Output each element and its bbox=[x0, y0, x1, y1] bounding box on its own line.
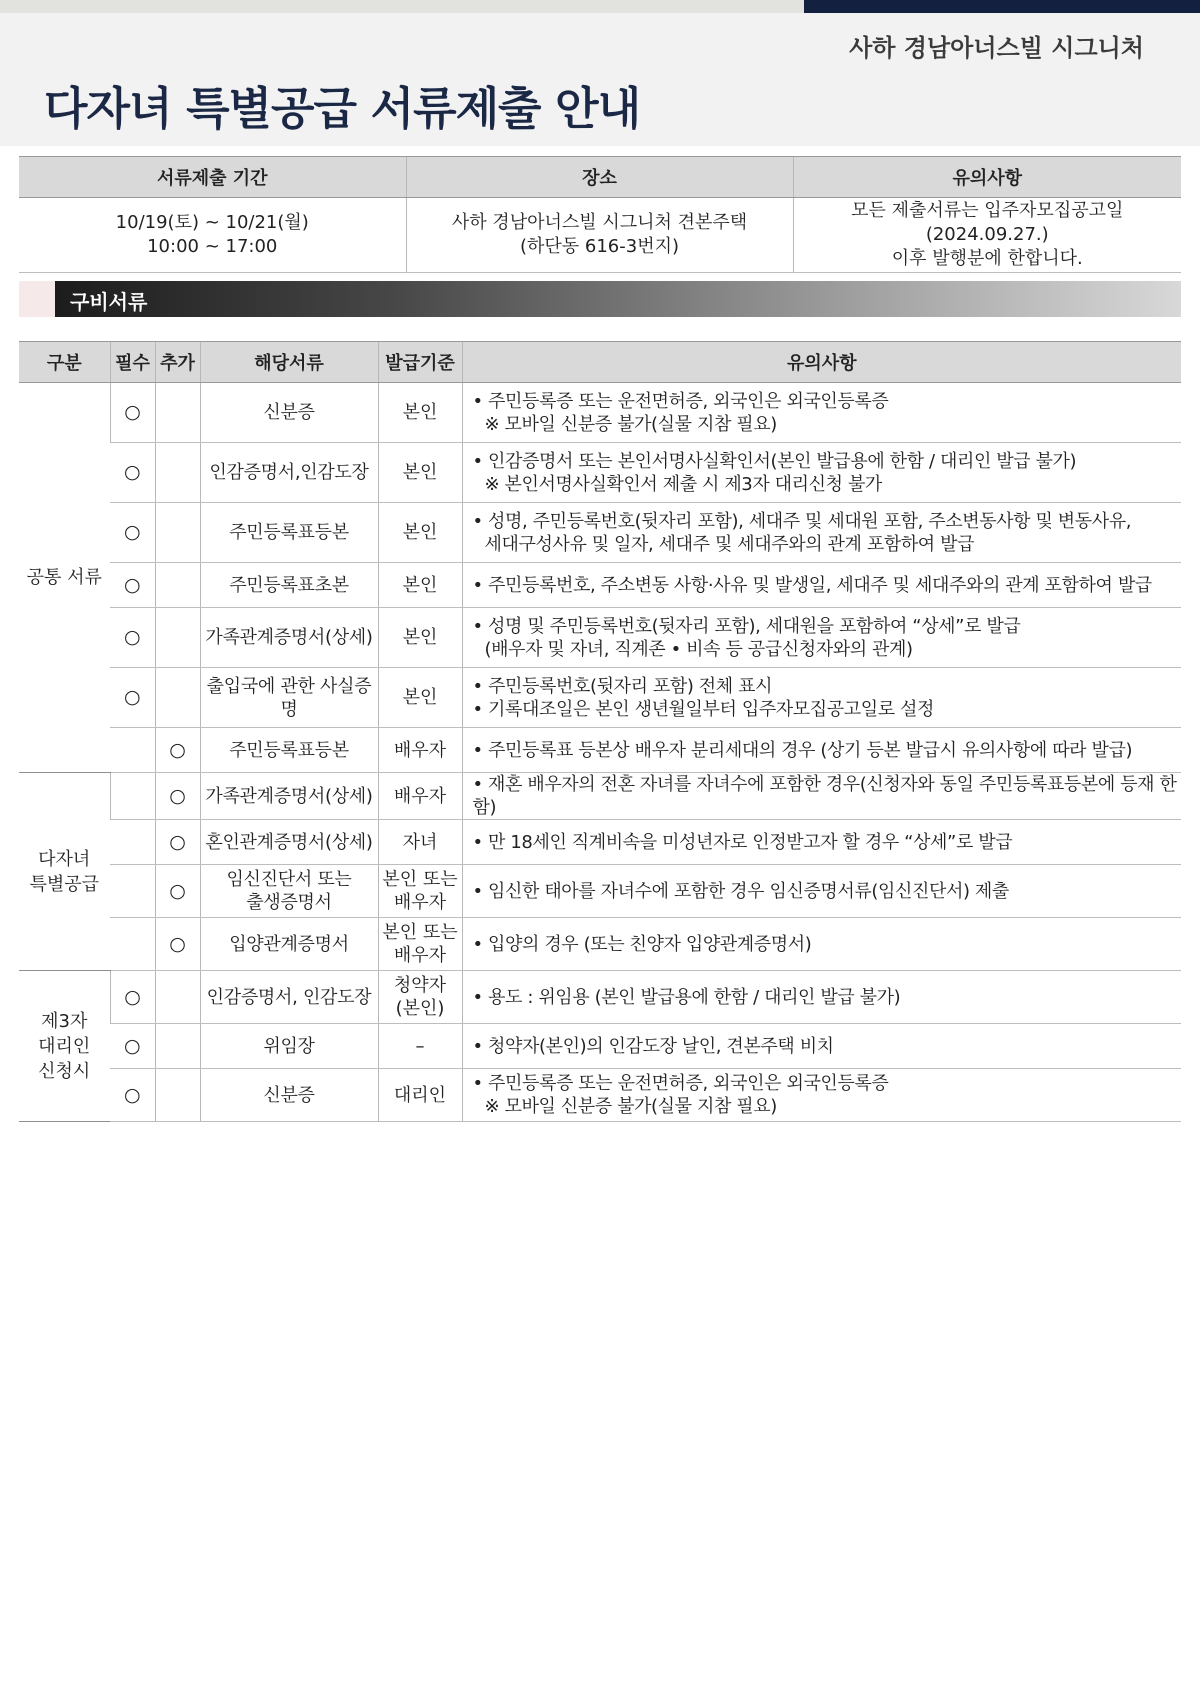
additional-mark: ○ bbox=[155, 728, 200, 773]
note-line: • 청약자(본인)의 인감도장 날인, 견본주택 비치 bbox=[472, 1035, 834, 1057]
issue-basis: 본인 bbox=[378, 383, 462, 443]
table-row bbox=[19, 668, 1181, 728]
document-name: 주민등록표초본 bbox=[200, 563, 378, 608]
notes-cell bbox=[462, 443, 1181, 503]
issue-basis: 본인 bbox=[378, 563, 462, 608]
required-mark bbox=[110, 918, 155, 971]
header-required: 필수 bbox=[110, 342, 155, 383]
additional-mark bbox=[155, 563, 200, 608]
issue-basis: 배우자 bbox=[378, 773, 462, 820]
note-line: • 성명, 주민등록번호(뒷자리 포함), 세대주 및 세대원 포함, 주소변동사항 및 변동사유, bbox=[472, 510, 1132, 532]
issue-basis: 본인 bbox=[378, 608, 462, 668]
note-line: • 주민등록증 또는 운전면허증, 외국인은 외국인등록증 bbox=[472, 390, 889, 412]
table-header-row bbox=[19, 342, 1181, 383]
header-period: 서류제출 기간 bbox=[19, 157, 406, 198]
additional-mark bbox=[155, 608, 200, 668]
required-mark: ○ bbox=[110, 1024, 155, 1069]
notice-line: 모든 제출서류는 입주자모집공고일(2024.09.27.) bbox=[851, 200, 1124, 245]
required-mark: ○ bbox=[110, 443, 155, 503]
required-mark: ○ bbox=[110, 971, 155, 1024]
issue-basis: 본인 bbox=[378, 503, 462, 563]
notes-cell bbox=[462, 773, 1181, 820]
required-mark: ○ bbox=[110, 383, 155, 443]
note-line: • 성명 및 주민등록번호(뒷자리 포함), 세대원을 포함하여 “상세”로 발급 bbox=[472, 615, 1021, 637]
additional-mark bbox=[155, 383, 200, 443]
additional-mark bbox=[155, 503, 200, 563]
header-category: 구분 bbox=[19, 342, 110, 383]
issue-basis: 자녀 bbox=[378, 820, 462, 865]
notes-cell bbox=[462, 728, 1181, 773]
note-line: ※ 본인서명사실확인서 제출 시 제3자 대리신청 불가 bbox=[484, 473, 882, 495]
required-mark: ○ bbox=[110, 668, 155, 728]
category-multi-child: 다자녀 특별공급 bbox=[19, 773, 110, 971]
header-place: 장소 bbox=[406, 157, 793, 198]
notice-line: 이후 발행분에 한합니다. bbox=[891, 248, 1083, 269]
period-hours: 10:00 ~ 17:00 bbox=[147, 236, 278, 257]
note-line: • 주민등록표 등본상 배우자 분리세대의 경우 (상기 등본 발급시 유의사항에 따라 발급) bbox=[472, 739, 1133, 761]
notes-cell bbox=[462, 865, 1181, 918]
header-additional: 추가 bbox=[155, 342, 200, 383]
notes-cell bbox=[462, 820, 1181, 865]
issue-basis: 본인 bbox=[378, 668, 462, 728]
section-title-bar bbox=[55, 281, 1181, 317]
table-row bbox=[19, 820, 1181, 865]
top-strip-left bbox=[0, 0, 804, 13]
issue-basis: 본인 bbox=[378, 443, 462, 503]
document-name: 신분증 bbox=[200, 383, 378, 443]
required-mark bbox=[110, 820, 155, 865]
document-name: 인감증명서,인감도장 bbox=[200, 443, 378, 503]
additional-mark: ○ bbox=[155, 865, 200, 918]
place-name: 사하 경남아너스빌 시그니처 견본주택 bbox=[451, 212, 748, 233]
note-line: • 만 18세인 직계비속을 미성년자로 인정받고자 할 경우 “상세”로 발급 bbox=[472, 831, 1013, 853]
document-name: 주민등록표등본 bbox=[200, 503, 378, 563]
additional-mark bbox=[155, 443, 200, 503]
brand-name: 사하 경남아너스빌 시그니처 bbox=[849, 34, 1144, 62]
place-address: (하단동 616-3번지) bbox=[519, 236, 679, 257]
note-line: • 주민등록증 또는 운전면허증, 외국인은 외국인등록증 bbox=[472, 1073, 889, 1094]
issue-basis: 청약자 (본인) bbox=[378, 971, 462, 1024]
header-document: 해당서류 bbox=[200, 342, 378, 383]
period-cell bbox=[19, 198, 406, 273]
table-header-row bbox=[19, 157, 1181, 198]
note-line: • 주민등록번호(뒷자리 포함) 전체 표시 bbox=[472, 675, 773, 697]
section-title: 구비서류 bbox=[70, 290, 148, 314]
notes-cell bbox=[462, 383, 1181, 443]
category-common: 공통 서류 bbox=[19, 383, 110, 773]
page-title: 다자녀 특별공급 서류제출 안내 bbox=[44, 82, 641, 135]
document-name: 출입국에 관한 사실증명 bbox=[200, 668, 378, 728]
table-row bbox=[19, 563, 1181, 608]
notes-cell bbox=[462, 503, 1181, 563]
document-name: 입양관계증명서 bbox=[200, 918, 378, 971]
table-row bbox=[19, 918, 1181, 971]
additional-mark: ○ bbox=[155, 773, 200, 820]
issue-basis: 대리인 bbox=[378, 1069, 462, 1122]
table-row bbox=[19, 608, 1181, 668]
additional-mark bbox=[155, 668, 200, 728]
table-row bbox=[19, 503, 1181, 563]
note-line: ※ 모바일 신분증 불가(실물 지참 필요) bbox=[484, 413, 777, 435]
required-documents-table bbox=[19, 341, 1181, 1122]
required-mark: ○ bbox=[110, 563, 155, 608]
category-proxy: 제3자 대리인 신청시 bbox=[19, 971, 110, 1122]
note-line: ※ 모바일 신분증 불가(실물 지참 필요) bbox=[484, 1096, 777, 1117]
note-line: • 입양의 경우 (또는 친양자 입양관계증명서) bbox=[472, 933, 812, 955]
required-mark: ○ bbox=[110, 503, 155, 563]
notes-cell bbox=[462, 918, 1181, 971]
document-name: 혼인관계증명서(상세) bbox=[200, 820, 378, 865]
section-accent bbox=[19, 281, 55, 317]
document-name: 임신진단서 또는 출생증명서 bbox=[200, 865, 378, 918]
table-row bbox=[19, 443, 1181, 503]
document-name: 신분증 bbox=[200, 1069, 378, 1122]
additional-mark: ○ bbox=[155, 918, 200, 971]
table-row bbox=[19, 971, 1181, 1024]
additional-mark: ○ bbox=[155, 820, 200, 865]
note-line: • 주민등록번호, 주소변동 사항·사유 및 발생일, 세대주 및 세대주와의 관계 포함하여 발급 bbox=[472, 574, 1152, 596]
document-name: 가족관계증명서(상세) bbox=[200, 608, 378, 668]
note-line: • 임신한 태아를 자녀수에 포함한 경우 임신증명서류(임신진단서) 제출 bbox=[472, 880, 1009, 902]
note-line: • 인감증명서 또는 본인서명사실확인서(본인 발급용에 한함 / 대리인 발급 불가) bbox=[472, 450, 1077, 472]
required-mark: ○ bbox=[110, 608, 155, 668]
additional-mark bbox=[155, 1024, 200, 1069]
required-mark bbox=[110, 865, 155, 918]
submission-info-table bbox=[19, 156, 1181, 273]
note-line: (배우자 및 자녀, 직계존 • 비속 등 공급신청자와의 관계) bbox=[484, 638, 913, 660]
notes-cell bbox=[462, 668, 1181, 728]
table-row bbox=[19, 198, 1181, 273]
document-name: 인감증명서, 인감도장 bbox=[200, 971, 378, 1024]
issue-basis: – bbox=[378, 1024, 462, 1069]
note-line: 세대구성사유 및 일자, 세대주 및 세대주와의 관계 포함하여 발급 bbox=[484, 533, 975, 555]
period-dates: 10/19(토) ~ 10/21(월) bbox=[115, 212, 309, 233]
issue-basis: 본인 또는 배우자 bbox=[378, 918, 462, 971]
table-row bbox=[19, 1024, 1181, 1069]
table-row bbox=[19, 773, 1181, 820]
additional-mark bbox=[155, 1069, 200, 1122]
additional-mark bbox=[155, 971, 200, 1024]
required-mark bbox=[110, 728, 155, 773]
header-issue-basis: 발급기준 bbox=[378, 342, 462, 383]
notes-cell bbox=[462, 971, 1181, 1024]
table-row bbox=[19, 1069, 1181, 1122]
table-row bbox=[19, 383, 1181, 443]
document-name: 위임장 bbox=[200, 1024, 378, 1069]
note-line: • 재혼 배우자의 전혼 자녀를 자녀수에 포함한 경우(신청자와 동일 주민등록표등본에 등재 한함) bbox=[472, 774, 1177, 818]
note-line: • 기록대조일은 본인 생년월일부터 입주자모집공고일로 설정 bbox=[472, 698, 935, 720]
table-row bbox=[19, 865, 1181, 918]
table-row bbox=[19, 728, 1181, 773]
notes-cell bbox=[462, 1069, 1181, 1122]
document-name: 주민등록표등본 bbox=[200, 728, 378, 773]
notice-cell bbox=[793, 198, 1181, 273]
header-notice: 유의사항 bbox=[793, 157, 1181, 198]
header-notes: 유의사항 bbox=[462, 342, 1181, 383]
document-name: 가족관계증명서(상세) bbox=[200, 773, 378, 820]
required-mark: ○ bbox=[110, 1069, 155, 1122]
issue-basis: 본인 또는 배우자 bbox=[378, 865, 462, 918]
notes-cell bbox=[462, 1024, 1181, 1069]
notes-cell bbox=[462, 563, 1181, 608]
top-strip-right bbox=[804, 0, 1200, 13]
note-line: • 용도 : 위임용 (본인 발급용에 한함 / 대리인 발급 불가) bbox=[472, 986, 901, 1008]
issue-basis: 배우자 bbox=[378, 728, 462, 773]
required-mark bbox=[110, 773, 155, 820]
place-cell bbox=[406, 198, 793, 273]
notes-cell bbox=[462, 608, 1181, 668]
